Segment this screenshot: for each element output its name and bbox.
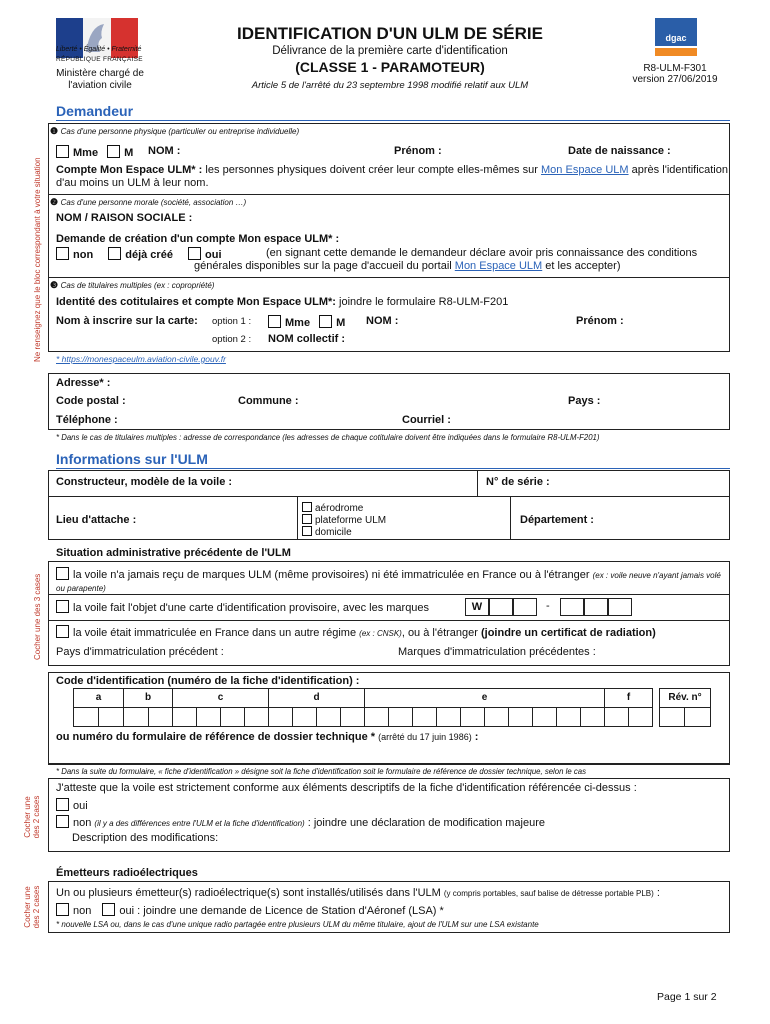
plateforme-label: plateforme ULM [315, 515, 387, 526]
emetteurs-non-label: non [73, 905, 92, 917]
demande-creation-label: Demande de création d'un compte Mon espace ULM* : [56, 233, 340, 245]
prenom-label[interactable]: Prénom : [394, 145, 442, 157]
compte-oui-label: oui [205, 249, 222, 261]
code-c-cell[interactable] [172, 707, 197, 727]
domicile-label: domicile [315, 527, 352, 538]
marque-w-cell: W [465, 598, 489, 616]
ref-dossier-colon: : [474, 731, 479, 743]
atteste-non-text: : joindre une déclaration de modification majeure [307, 817, 546, 829]
situation-1-note: (ex : voile neuve n'ayant jamais volé ou parapente) [56, 571, 721, 593]
situation-3-bold: (joindre un certificat de radiation) [480, 627, 656, 639]
code-rev-cell[interactable] [659, 707, 685, 727]
side-label-emetteurs: Cocher une des 2 cases [23, 885, 41, 929]
marques-immat-label[interactable]: Marques d'immatriculation précédentes : [398, 646, 596, 658]
case2-title: Cas d'une personne morale (société, association …) [60, 198, 247, 207]
code-f-cell[interactable] [604, 707, 629, 727]
mon-espace-ulm-link[interactable]: Mon Espace ULM [541, 164, 629, 176]
emetteurs-question-colon: : [656, 887, 660, 899]
code-e-cell-10[interactable] [580, 707, 605, 727]
compte-non-checkbox[interactable] [56, 247, 69, 260]
situation-2-checkbox[interactable] [56, 600, 69, 613]
code-col-a-header: a [73, 688, 124, 708]
code-e-cell-7[interactable] [508, 707, 533, 727]
emetteurs-question: Un ou plusieurs émetteur(s) radioélectrique(s) sont installés/utilisés dans l'ULM [56, 887, 441, 899]
compte-oui-checkbox[interactable] [188, 247, 201, 260]
compte-label: Compte Mon Espace ULM* : [56, 164, 203, 176]
code-col-e-header: e [364, 688, 605, 708]
fiche-note: * Dans la suite du formulaire, « fiche d'identification » désigne soit la fiche d'identification soit le formulaire de référence de dossier technique, selon le cas [56, 767, 586, 776]
code-d-cell-2[interactable] [292, 707, 317, 727]
code-e-cell-8[interactable] [532, 707, 557, 727]
aerodrome-label: aérodrome [315, 503, 364, 514]
atteste-oui-checkbox[interactable] [56, 798, 69, 811]
code-e-cell-2[interactable] [388, 707, 413, 727]
case3-title: Cas de titulaires multiples (ex : copropriété) [60, 281, 215, 290]
page-title: IDENTIFICATION D'UN ULM DE SÉRIE [237, 24, 543, 43]
side-label-situation: Cocher une des 3 cases [33, 573, 42, 660]
page-number: Page 1 sur 2 [657, 991, 717, 1003]
mme-label: Mme [73, 147, 99, 159]
situation-3-note: (ex : CNSK) [359, 629, 402, 638]
pays-label[interactable]: Pays : [568, 395, 601, 407]
code-e-cell-9[interactable] [556, 707, 581, 727]
code-rev-header: Rév. n° [659, 688, 711, 708]
atteste-non-checkbox[interactable] [56, 815, 69, 828]
form-code: R8-ULM-F301 [643, 63, 707, 74]
code-ident-title: Code d'identification (numéro de la fiche d'identification) : [56, 675, 360, 687]
emetteurs-non-checkbox[interactable] [56, 903, 69, 916]
marque-cell-2[interactable] [489, 598, 513, 616]
section-ulm-title: Informations sur l'ULM [56, 451, 208, 467]
code-e-cell-6[interactable] [484, 707, 509, 727]
case2-number: ❷ [50, 197, 59, 207]
date-naissance-label[interactable]: Date de naissance : [568, 145, 671, 157]
marque-cell-4[interactable] [560, 598, 584, 616]
compte-deja-cree-checkbox[interactable] [108, 247, 121, 260]
atteste-non-note: (il y a des différences entre l'ULM et la fiche d'identification) [94, 819, 305, 828]
emetteurs-oui-label: oui : joindre une demande de Licence de Station d'Aéronef (LSA) * [119, 905, 444, 917]
telephone-label[interactable]: Téléphone : [56, 414, 118, 426]
code-e-cell[interactable] [364, 707, 389, 727]
carte-mme-checkbox[interactable] [268, 315, 281, 328]
option2-label: option 2 : [212, 334, 252, 345]
situation-3-checkbox[interactable] [56, 625, 69, 638]
adresse-block [48, 373, 730, 430]
cotitulaires-text: joindre le formulaire R8-ULM-F201 [335, 296, 509, 308]
dgac-logo [655, 18, 697, 58]
carte-mme-label: Mme [285, 317, 311, 329]
compte-deja-cree-label: déjà créé [125, 249, 173, 261]
nom-collectif-label[interactable]: NOM collectif : [268, 333, 346, 345]
plateforme-checkbox[interactable] [302, 514, 312, 524]
republic-motto: Liberté • Égalité • Fraternité [56, 46, 142, 53]
carte-m-checkbox[interactable] [319, 315, 332, 328]
oui-conditions-text-3: et les accepter) [542, 260, 621, 272]
ref-dossier-note: (arrêté du 17 juin 1986) [378, 732, 472, 742]
carte-m-label: M [336, 317, 346, 329]
code-c-cell-4[interactable] [244, 707, 269, 727]
code-e-cell-5[interactable] [460, 707, 485, 727]
ministry: Ministère chargé de l'aviation civile [56, 68, 144, 91]
code-c-cell-3[interactable] [220, 707, 245, 727]
side-label-demandeur: Ne renseignez que le bloc correspondant à votre situation [33, 157, 42, 362]
dgac-logo-text: dgac [655, 18, 697, 46]
code-c-cell-2[interactable] [196, 707, 221, 727]
constructeur-label[interactable]: Constructeur, modèle de la voile : [56, 476, 233, 488]
mon-espace-ulm-link-2[interactable]: Mon Espace ULM [454, 260, 543, 272]
nom-carte-label: Nom à inscrire sur la carte: [56, 315, 198, 327]
compte-non-label: non [73, 249, 94, 261]
article-ref: Article 5 de l'arrêté du 23 septembre 1998 modifié relatif aux ULM [251, 80, 529, 91]
code-e-cell-4[interactable] [436, 707, 461, 727]
carte-nom-label[interactable]: NOM : [366, 315, 399, 327]
subtitle: Délivrance de la première carte d'identification [272, 45, 508, 57]
emetteurs-question-note: (y compris portables, sauf balise de détresse portable PLB) [443, 889, 654, 898]
cotitulaires-label: Identité des cotitulaires et compte Mon Espace ULM*: [56, 296, 336, 308]
atteste-oui-label: oui [73, 800, 88, 812]
mme-checkbox[interactable] [56, 145, 69, 158]
departement-label[interactable]: Département : [520, 514, 594, 526]
code-col-d-header: d [268, 688, 365, 708]
code-b-cell[interactable] [123, 707, 149, 727]
code-b-cell-2[interactable] [148, 707, 173, 727]
oui-conditions-text: (en signant cette demande le demandeur déclare avoir pris connaissance des conditions [266, 247, 698, 259]
serie-label[interactable]: N° de série : [486, 476, 550, 488]
code-col-f-header: f [604, 688, 653, 708]
ref-dossier-label: ou numéro du formulaire de référence de dossier technique * [56, 731, 376, 743]
code-d-cell-4[interactable] [340, 707, 365, 727]
code-d-cell-3[interactable] [316, 707, 341, 727]
portal-url-note[interactable]: * https://monespaceulm.aviation-civile.gouv.fr [56, 354, 226, 364]
marque-dash: - [546, 600, 550, 612]
class-title: (CLASSE 1 - PARAMOTEUR) [295, 59, 485, 75]
republic-name: RÉPUBLIQUE FRANÇAISE [56, 56, 143, 63]
emetteurs-oui-checkbox[interactable] [102, 903, 115, 916]
aerodrome-checkbox[interactable] [302, 502, 312, 512]
domicile-checkbox[interactable] [302, 526, 312, 536]
situation-2-label: la voile fait l'objet d'une carte d'identification provisoire, avec les marques [73, 602, 430, 614]
option1-label: option 1 : [212, 316, 252, 327]
code-d-cell[interactable] [268, 707, 293, 727]
oui-conditions-text-2: générales disponibles sur la page d'accueil du portail [194, 260, 455, 272]
description-modifs-label[interactable]: Description des modifications: [72, 832, 219, 844]
emetteurs-title: Émetteurs radioélectriques [56, 867, 198, 879]
case3-number: ❸ [50, 280, 59, 290]
lieu-attache-label: Lieu d'attache : [56, 514, 137, 526]
raison-sociale-label[interactable]: NOM / RAISON SOCIALE : [56, 212, 193, 224]
carte-prenom-label[interactable]: Prénom : [576, 315, 624, 327]
emetteurs-note: * nouvelle LSA ou, dans le cas d'une unique radio partagée entre plusieurs ULM du même titulaire, ajout de l'ULM sur une LSA existante [56, 920, 539, 929]
marque-cell-5[interactable] [584, 598, 608, 616]
atteste-text: J'atteste que la voile est strictement conforme aux éléments descriptifs de la fiche d'identification référencée ci-dessus : [56, 782, 637, 794]
situation-1-label: la voile n'a jamais reçu de marques ULM (même provisoires) ni été immatriculée en France ou à l'étranger [73, 569, 590, 581]
section-demandeur-title: Demandeur [56, 103, 134, 119]
code-rev-cell-2[interactable] [684, 707, 711, 727]
situation-3-label: la voile était immatriculée en France dans un autre régime [73, 627, 357, 639]
m-checkbox[interactable] [107, 145, 120, 158]
code-col-c-header: c [172, 688, 269, 708]
code-postal-label[interactable]: Code postal : [56, 395, 126, 407]
situation-3-mid: , ou à l'étranger [401, 627, 481, 639]
adresse-note: * Dans le cas de titulaires multiples : adresse de correspondance (les adresses de chaque cotitulaire doivent être indiquées dans le formulaire R8-ULM-F201) [56, 433, 600, 442]
compte-text: les personnes physiques doivent créer leur compte elles-mêmes sur [202, 164, 541, 176]
compte-text-2: après l'identification d'au moins un ULM à leur nom. [56, 164, 728, 189]
case1-number: ❶ [50, 126, 59, 136]
marque-cell-3[interactable] [513, 598, 537, 616]
code-col-b-header: b [123, 688, 173, 708]
courriel-label[interactable]: Courriel : [402, 414, 451, 426]
code-e-cell-3[interactable] [412, 707, 437, 727]
atteste-non-label: non [73, 817, 92, 829]
code-a-cell-2[interactable] [98, 707, 124, 727]
code-f-cell-2[interactable] [628, 707, 653, 727]
code-a-cell[interactable] [73, 707, 99, 727]
adresse-label[interactable]: Adresse* : [56, 377, 111, 389]
nom-label[interactable]: NOM : [148, 145, 181, 157]
side-label-attestation: Cocher une des 2 cases [23, 795, 41, 839]
situation-title: Situation administrative précédente de l'ULM [56, 547, 291, 559]
m-label: M [124, 147, 134, 159]
commune-label[interactable]: Commune : [238, 395, 299, 407]
case1-title: Cas d'une personne physique (particulier ou entreprise individuelle) [60, 127, 300, 136]
pays-immat-label[interactable]: Pays d'immatriculation précédent : [56, 646, 224, 658]
situation-1-checkbox[interactable] [56, 567, 69, 580]
form-version: version 27/06/2019 [632, 74, 718, 85]
marque-cell-6[interactable] [608, 598, 632, 616]
